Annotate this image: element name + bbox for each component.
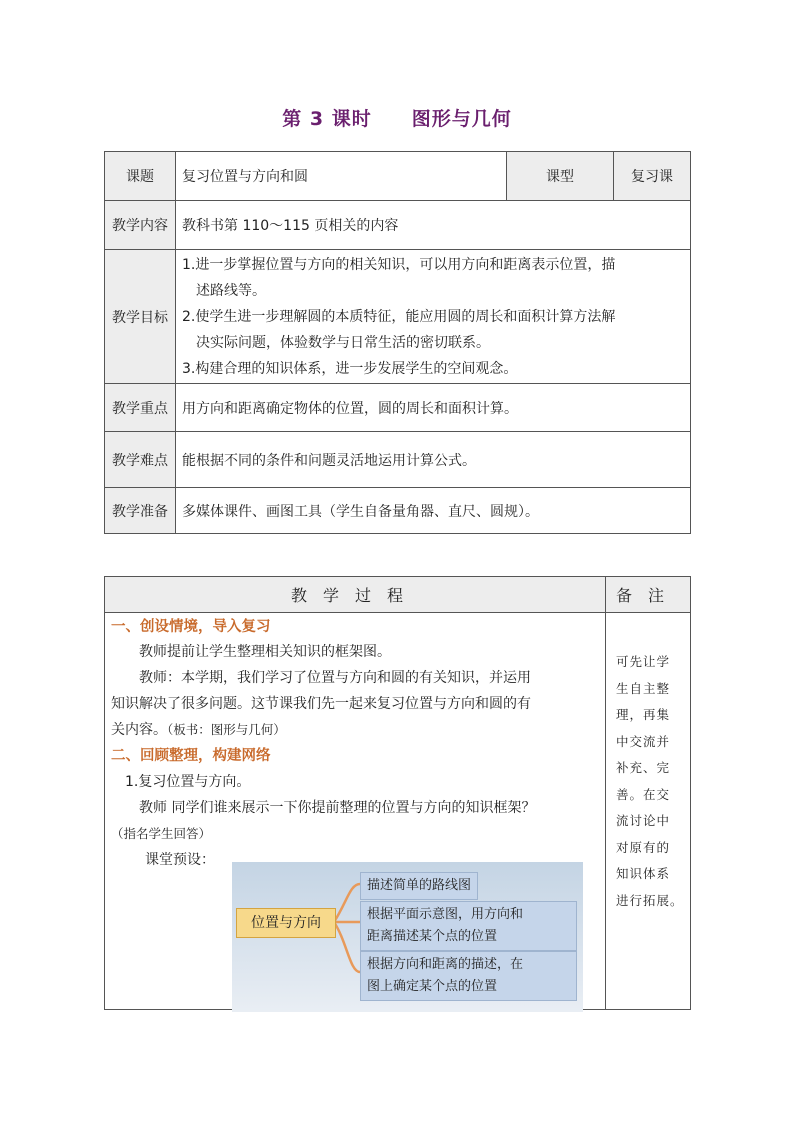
content-value: 教科书第 110～115 页相关的内容: [176, 201, 691, 250]
note-line: 理，再集: [616, 707, 671, 722]
leaf-line: 图上确定某个点的位置: [367, 979, 498, 994]
goal-label: 教学目标: [105, 250, 176, 384]
goal-line: 决实际问题，体验数学与日常生活的密切联系。: [196, 334, 490, 351]
goal-value: [176, 250, 691, 384]
leaf-line: 根据方向和距离的描述，在: [367, 957, 524, 972]
page-title: [0, 104, 794, 131]
board-note: （板书：图形与几何）: [167, 722, 286, 737]
key-value: 用方向和距离确定物体的位置，圆的周长和面积计算。: [176, 384, 691, 432]
diagram-leaf: [360, 951, 577, 1001]
paragraph: 关内容。: [111, 722, 167, 738]
section-heading: 一、创设情境，导入复习: [111, 619, 271, 635]
type-label: 课型: [507, 152, 614, 201]
topic-value: 复习位置与方向和圆: [176, 152, 507, 201]
goal-line: 2.使学生进一步理解圆的本质特征，能应用圆的周长和面积计算方法解: [182, 308, 616, 325]
process-header: 教学过程: [105, 577, 606, 613]
diagram-leaf: 描述简单的路线图: [360, 872, 478, 900]
key-label: 教学重点: [105, 384, 176, 432]
note-line: 流讨论中: [616, 813, 671, 828]
note-line: 补充、完: [616, 760, 671, 775]
note-line: 对原有的: [616, 839, 671, 855]
note-line: 中交流并: [616, 733, 671, 749]
goal-line: 述路线等。: [196, 282, 266, 299]
goal-line: 3.构建合理的知识体系，进一步发展学生的空间观念。: [182, 360, 518, 377]
paragraph: 教师 同学们谁来展示一下你提前整理的位置与方向的知识框架？: [139, 800, 536, 816]
note-text: [606, 649, 690, 914]
paragraph: （指名学生回答）: [111, 826, 212, 841]
paragraph: 知识解决了很多问题。这节课我们先一起来复习位置与方向和圆的有: [111, 696, 531, 712]
paragraph: 课堂预设：: [145, 852, 215, 868]
paragraph: 教师：本学期，我们学习了位置与方向和圆的有关知识，并运用: [139, 670, 531, 686]
lesson-info-table: [104, 151, 691, 534]
type-value: 复习课: [614, 152, 691, 201]
prep-label: 教学准备: [105, 488, 176, 534]
diagram-leaf: [360, 901, 577, 951]
paragraph: 1.复习位置与方向。: [125, 774, 251, 790]
paragraph: 教师提前让学生整理相关知识的框架图。: [139, 644, 391, 660]
note-line: 生自主整: [616, 680, 671, 696]
goal-line: 1.进一步掌握位置与方向的相关知识，可以用方向和距离表示位置，描: [182, 256, 616, 273]
leaf-line: 距离描述某个点的位置: [367, 929, 498, 944]
note-line: 进行拓展。: [616, 892, 684, 908]
note-line: 可先让学: [616, 654, 671, 669]
note-header: 备注: [606, 577, 691, 613]
note-column: [606, 613, 691, 1010]
lesson-number: 第 3 课时: [282, 108, 372, 130]
difficulty-value: 能根据不同的条件和问题灵活地运用计算公式。: [176, 432, 691, 488]
lesson-topic: 图形与几何: [411, 108, 512, 130]
note-line: 知识体系: [616, 866, 671, 881]
prep-value: 多媒体课件、画图工具（学生自备量角器、直尺、圆规）。: [176, 488, 691, 534]
section-heading: 二、回顾整理，构建网络: [111, 748, 271, 764]
content-label: 教学内容: [105, 201, 176, 250]
topic-label: 课题: [105, 152, 176, 201]
difficulty-label: 教学难点: [105, 432, 176, 488]
diagram-root: 位置与方向: [236, 908, 336, 938]
leaf-line: 根据平面示意图，用方向和: [367, 907, 524, 922]
note-line: 善。在交: [616, 786, 671, 802]
